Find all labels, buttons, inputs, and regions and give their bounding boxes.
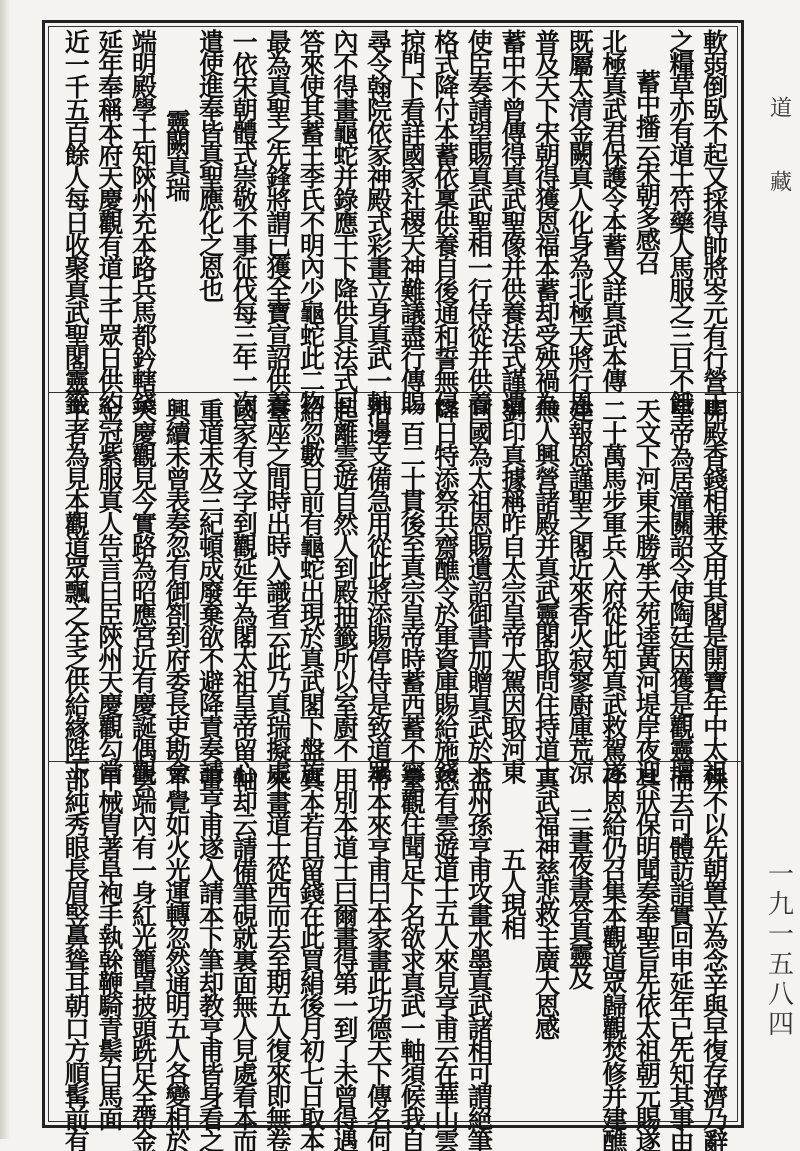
text-column: [294, 398, 328, 783]
column-text: 內不得畫龜蛇并錄應干下降供具法式回: [330, 29, 360, 414]
column-text: 三晝夜書答真靈及: [565, 807, 595, 988]
column-text: 無人興營諸殿并真武靈閣取問住持道士: [531, 398, 561, 783]
column-text: 真本若且留錢在此買絹後月初七日取本: [296, 767, 326, 1151]
text-column: [597, 767, 631, 1151]
text-column: [630, 767, 664, 1151]
column-text: 真武福神慈悲救主廣大恩感: [531, 767, 561, 1039]
column-text: 件恩給仍召集本觀道眾歸觀焚修并建醮: [598, 767, 628, 1151]
text-column: [59, 29, 93, 414]
text-column: [496, 767, 530, 1123]
column-text: 掠門下看詳國家社稷天神難議盡行傳賜: [397, 29, 427, 414]
column-text: 普及天下宋朝得獲恩福本蓄却受殃禍為: [531, 29, 561, 414]
text-column: [563, 767, 597, 1123]
text-column: [193, 29, 227, 391]
column-text: 而去可體訪詣實回申延年已先知其事由: [665, 767, 695, 1151]
column-text: 來畫道士從西而去至期五人復來即無卷: [262, 767, 292, 1151]
text-column: [193, 767, 227, 1151]
register-bottom: [51, 767, 739, 1151]
text-column: [429, 398, 463, 783]
text-column: [93, 29, 127, 414]
text-column: [361, 29, 395, 414]
column-text: 遣使進奉皆真聖應化之恩也: [195, 29, 225, 301]
column-text: 使臣奏請望賜真武聖相一行侍從并供養: [464, 29, 494, 414]
running-title-zang: 藏: [766, 170, 792, 192]
column-text: 帶本來亨甫曰本家畫此功德天下傳名何: [363, 767, 393, 1151]
column-text: 臺座之間時出時入識者云此乃真瑞擬處: [262, 398, 292, 783]
register-middle: [51, 398, 739, 783]
column-text: 二十萬馬步軍兵入府從此知真武救駕遂: [598, 398, 628, 783]
column-text: 金冠紫服真人告言曰臣陝州天慶觀勾當: [94, 398, 124, 783]
column-text: 建報恩謹聖之閣近來香火寂寥廚庫荒涼: [565, 398, 595, 783]
column-text: 既屬太清金闕真人化身為北極天將行恩: [565, 29, 595, 414]
text-column: [664, 29, 698, 414]
text-column: [462, 29, 496, 414]
text-frame: [42, 20, 744, 1151]
column-text: 尋令翰院依家神殿式彩畫立身真武一軸: [363, 29, 393, 414]
column-text: 一百二十貫後至真宗皇帝時蓄西蓄不寧: [397, 398, 427, 783]
text-column: [529, 398, 563, 783]
column-text: 給忽數日前有龜蛇出現於真武閣下盤旋: [296, 398, 326, 783]
text-column: [126, 29, 160, 414]
text-column: [630, 398, 664, 783]
page-edge-shadow: [0, 0, 10, 1139]
text-column: [59, 767, 93, 1151]
column-text: 益州孫亨甫攻畫水墨真武諸相可謂絕筆: [464, 767, 494, 1151]
text-column: [395, 398, 429, 783]
text-column: [160, 398, 194, 783]
text-column: [563, 29, 597, 414]
text-column: [496, 29, 530, 414]
column-text: 天文下河東未勝承天苑逵黃河堤岸夜迎: [632, 398, 662, 783]
column-text: 甲械胄著阜袍手執榦鞭騎青鬃白馬面: [94, 767, 124, 1129]
text-column: [261, 29, 295, 414]
text-column: [529, 767, 563, 1123]
text-column: [59, 398, 93, 783]
column-text: 一依宋朝體式崇敬不事征伐每三年一次: [229, 29, 259, 414]
column-text: 沿邊支備急用從此將添賜停侍是致道眾: [363, 398, 393, 783]
text-column: [664, 767, 698, 1151]
text-column: [429, 767, 463, 1151]
text-column: [462, 767, 496, 1151]
column-text: 重道未及三紀頓成廢棄欲不避降責奏請: [195, 398, 225, 783]
text-column: [462, 398, 496, 783]
text-column: [395, 29, 429, 414]
text-column: [227, 767, 261, 1151]
column-text: 答來使其蓄王李氏不明內少龜蛇此二物: [296, 29, 326, 414]
column-text: 雲端內有一身紅光籠罩披頭跣足全帶金: [128, 767, 158, 1151]
column-text: 國家有文字到觀延年為閣太祖皇帝留心: [229, 398, 259, 783]
column-text: 殊不以先朝置立為念辛與早復存濟乃辭: [699, 767, 729, 1151]
column-text: 軸却云請備筆硯就裏面無人見處看本而: [229, 767, 259, 1151]
column-text: 開殿香錢相兼支用其閣是開寶年中太祖: [699, 398, 729, 783]
text-column: [529, 29, 563, 414]
text-column: [261, 398, 295, 783]
text-column: [227, 398, 261, 783]
column-text: 近一千五百餘人每日收聚真武聖閣靈籤: [61, 29, 91, 414]
column-text: 劉印真據稱昨自太宗皇帝大駕因取河東: [498, 398, 528, 783]
text-column: [93, 767, 127, 1129]
text-column: [294, 29, 328, 414]
column-text: 端明殿學士知陝州充本路兵馬都鈐轄錢: [128, 29, 158, 414]
column-text: 降日特添祭共齋醮令於軍資庫賜給施錢: [430, 398, 460, 783]
text-column: [563, 398, 597, 783]
text-column: [261, 767, 295, 1151]
text-column: [193, 398, 227, 783]
column-text: 起離雲遊自然人到殿抽籤所以室廚不: [330, 398, 360, 760]
text-column: [160, 29, 194, 391]
column-text: 忽有雲遊道士五人來見亨甫云在華山雲: [430, 767, 460, 1151]
text-column: [361, 767, 395, 1151]
text-column: [93, 398, 127, 783]
text-column: [697, 29, 731, 414]
column-text: 臺觀住聞足下名欲求真武一軸須候我自: [397, 767, 427, 1151]
text-column: [496, 398, 530, 783]
column-text: 主者為見本觀道眾飄之全乏供給緣陛下: [61, 398, 91, 783]
running-title-dao: 道: [766, 96, 792, 118]
text-column: [597, 398, 631, 783]
text-column: [328, 767, 362, 1151]
column-text: 靈闕真瑞: [162, 109, 192, 200]
column-text: 回國為太祖恩賜遺詔御書加贈真武於下: [464, 398, 494, 783]
column-text: 皇帝為居潼關詔令使陶廷因獲是觀靈壇: [665, 398, 695, 783]
column-text: 北極真武君保護令本蓄又詳真武本傳: [598, 29, 628, 391]
text-column: [597, 29, 631, 391]
column-text: 延年奉稱本府天慶觀有道士千眾日供約: [94, 29, 124, 414]
column-text: 部純秀眼長眉竪鼻聳耳朝口方順髯前有: [61, 767, 91, 1151]
text-column: [395, 767, 429, 1151]
column-text: 軟弱倒臥不起又採得帥將岑元有行營正: [699, 29, 729, 414]
column-text: 具狀保明聞奏奉聖旨先依太祖朝元賜遂: [632, 767, 662, 1151]
text-column: [697, 767, 731, 1151]
scripture-page: [14, 8, 748, 1151]
register-top: [51, 29, 739, 414]
text-column: [126, 767, 160, 1151]
register-divider-1: [48, 392, 744, 393]
text-column: [697, 398, 731, 783]
column-text: 興續未曾表奏忽有御劄到府委長吏勘會: [162, 398, 192, 783]
text-column: [126, 398, 160, 783]
column-text: 格式降付本蓄依稟供養自後通和誓無侵: [430, 29, 460, 414]
text-column: [227, 29, 261, 414]
text-column: [294, 767, 328, 1151]
text-column: [361, 398, 395, 783]
text-column: [328, 398, 362, 760]
column-text: 用別本道士曰爾畫得第一到了未曾得遇: [330, 767, 360, 1151]
column-text: 蓄中播云宋朝多感召: [632, 69, 662, 273]
text-column: [160, 767, 194, 1151]
text-column: [429, 29, 463, 414]
register-divider-2: [48, 761, 744, 762]
column-text: 之糧草亦有道士符藥人馬服之三日不餓: [665, 29, 695, 414]
column-text: 畫亨甫遂入請本下筆却教亨甫皆身看之: [195, 767, 225, 1151]
column-text: 不覺如火光運轉忽然通明五人各變相於: [162, 767, 192, 1151]
text-column: [664, 398, 698, 783]
column-text: 最為真聖之先鋒將謂已獲全寶宣詔供養: [262, 29, 292, 414]
page-number: 一九一五八四: [763, 860, 794, 1040]
text-column: [630, 29, 664, 391]
column-text: 五人現相: [498, 847, 528, 938]
column-text: 天慶觀見今實路為昭應宮近有慶誕偶觀: [128, 398, 158, 783]
text-column: [328, 29, 362, 414]
column-text: 蓄中不曾傳得真武聖像并供養法式謹遣: [498, 29, 528, 414]
